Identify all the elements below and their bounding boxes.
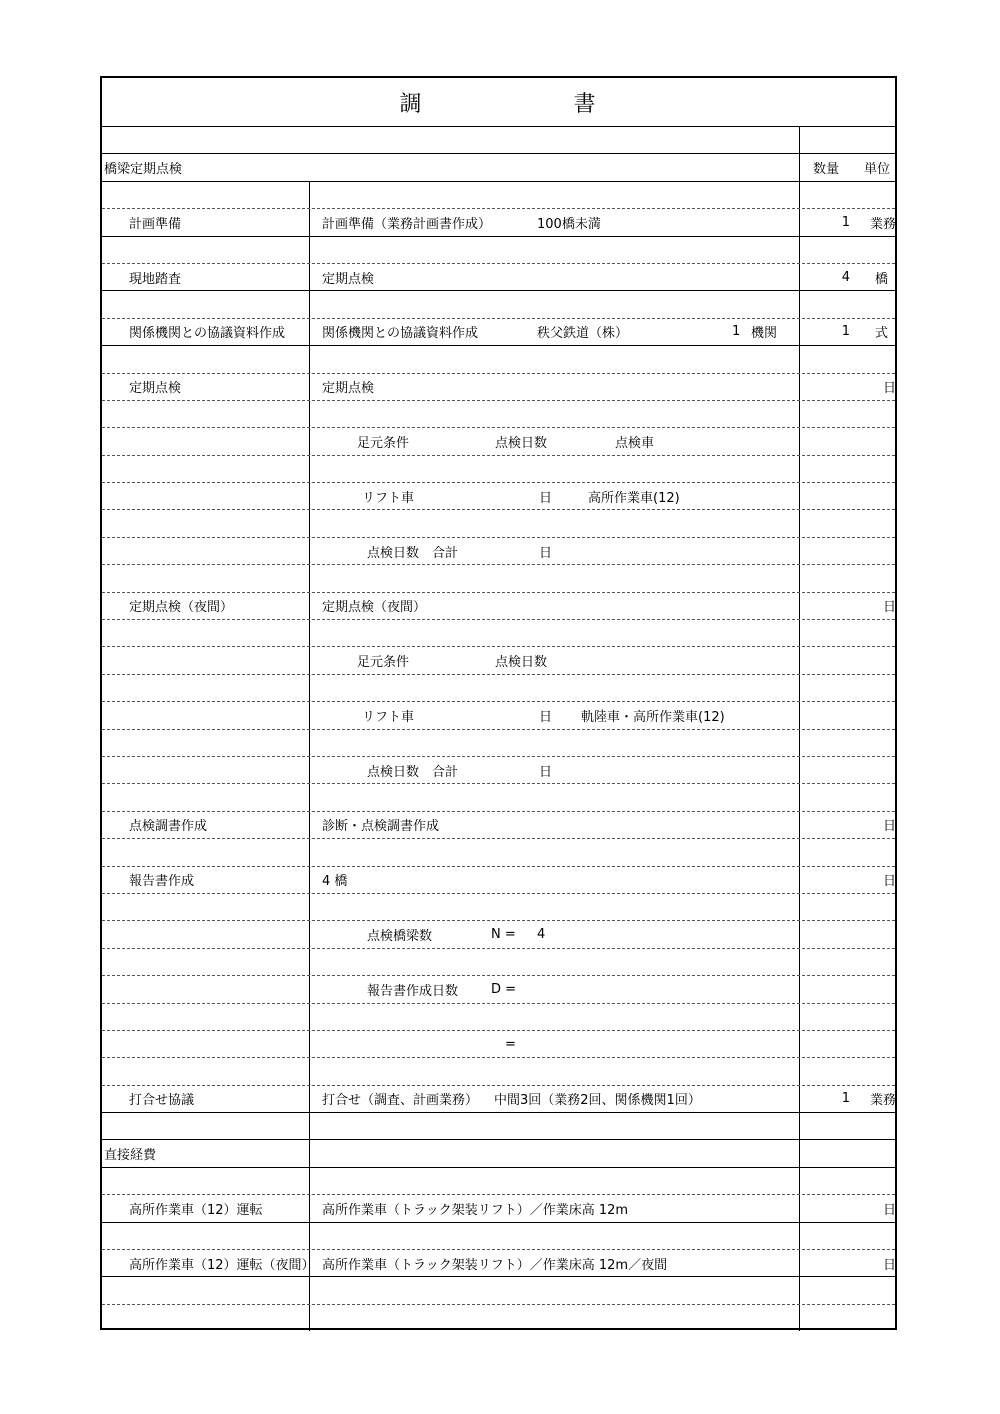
section-label: 直接経費 — [104, 1148, 157, 1164]
table-row — [102, 1140, 895, 1167]
item-desc: 計画準備（業務計画書作成） — [322, 216, 492, 232]
total-label: 点検日数 合計 — [367, 764, 459, 780]
table-row — [102, 510, 895, 537]
item-name: 定期点検 — [129, 381, 182, 397]
table-row — [102, 1305, 895, 1331]
cond-label: 足元条件 — [357, 655, 410, 671]
item-unit: 業務 — [869, 216, 896, 232]
item-qty: 1 — [841, 214, 850, 230]
table-row — [102, 894, 895, 921]
table-row — [102, 428, 895, 455]
total-unit: 日 — [539, 764, 553, 780]
d-label: D = — [491, 981, 517, 997]
days-label: 点検日数 — [495, 435, 548, 451]
item-note: 100橋未満 — [537, 216, 601, 232]
item-unit: 日 — [882, 874, 896, 890]
table-row — [102, 1058, 895, 1085]
vehicle-value: 軌陸車・高所作業車(12) — [581, 709, 725, 725]
table-row — [102, 867, 895, 894]
item-unit: 日 — [882, 381, 896, 397]
table-row — [102, 538, 895, 565]
n-value: 4 — [537, 927, 546, 943]
cond-label: 足元条件 — [357, 435, 410, 451]
table-row — [102, 237, 895, 264]
table-row — [102, 319, 895, 346]
cond-value: リフト車 — [362, 709, 415, 725]
item-name: 報告書作成 — [129, 874, 195, 890]
item-desc: 打合せ（調査、計画業務） — [322, 1093, 479, 1109]
vehicle-value: 高所作業車(12) — [588, 490, 680, 506]
table-row — [102, 976, 895, 1003]
item-unit: 式 — [874, 326, 888, 342]
n-label: N = — [491, 927, 516, 943]
total-unit: 日 — [539, 545, 553, 561]
item-unit: 日 — [882, 600, 896, 616]
cond-value: リフト車 — [362, 490, 415, 506]
table-row — [102, 784, 895, 811]
table-row — [102, 346, 895, 373]
item-unit: 橋 — [874, 271, 888, 287]
table-row — [102, 1168, 895, 1195]
item-name: 高所作業車（12）運転 — [129, 1202, 263, 1218]
table-row — [102, 264, 895, 291]
days-label: 点検日数 — [495, 655, 548, 671]
item-org-qty: 1 — [732, 324, 741, 340]
item-desc: 高所作業車（トラック架装リフト）／作業床高 12m／夜間 — [322, 1257, 668, 1273]
table-row — [102, 702, 895, 729]
table-row — [102, 620, 895, 647]
table-row — [102, 1086, 895, 1113]
header-row — [102, 154, 895, 181]
item-detail: 中間3回（業務2回、関係機関1回） — [494, 1093, 701, 1109]
day-unit: 日 — [539, 709, 553, 725]
table-row — [102, 456, 895, 483]
equals-sign: = — [505, 1036, 516, 1052]
item-unit: 日 — [882, 819, 896, 835]
vehicle-label: 点検車 — [615, 435, 655, 451]
table-row — [102, 675, 895, 702]
table-row — [102, 839, 895, 866]
item-desc: 診断・点検調書作成 — [322, 819, 440, 835]
item-desc: 関係機関との協議資料作成 — [322, 326, 479, 342]
table-row — [102, 812, 895, 839]
item-org: 秩父鉄道（株） — [537, 326, 629, 342]
table-row — [102, 1250, 895, 1277]
table-row — [102, 1195, 895, 1222]
item-qty: 4 — [841, 269, 850, 285]
item-name: 定期点検（夜間） — [129, 600, 234, 616]
table-row — [102, 730, 895, 757]
table-row — [102, 565, 895, 592]
table-row — [102, 291, 895, 318]
item-qty: 1 — [841, 324, 850, 340]
item-name: 打合せ協議 — [129, 1093, 195, 1109]
table-row — [102, 949, 895, 976]
total-label: 点検日数 合計 — [367, 545, 459, 561]
table-row — [102, 757, 895, 784]
item-name: 現地踏査 — [129, 271, 182, 287]
table-row — [102, 182, 895, 209]
item-desc: 定期点検 — [322, 271, 375, 287]
unit-header: 単位 — [864, 162, 891, 178]
table-row — [102, 1113, 895, 1140]
item-unit: 日 — [882, 1202, 896, 1218]
estimate-sheet — [100, 76, 897, 1330]
document-title — [102, 78, 895, 127]
item-unit: 日 — [882, 1257, 896, 1273]
table-row — [102, 1031, 895, 1058]
table-row — [102, 647, 895, 674]
item-desc: 定期点検 — [322, 381, 375, 397]
table-row — [102, 593, 895, 620]
table-row — [102, 1223, 895, 1250]
item-name: 計画準備 — [129, 216, 182, 232]
item-desc: 定期点検（夜間） — [322, 600, 427, 616]
table-row — [102, 483, 895, 510]
table-row — [102, 1277, 895, 1304]
item-name: 関係機関との協議資料作成 — [129, 326, 286, 342]
table-body — [102, 127, 895, 1331]
item-name: 点検調書作成 — [129, 819, 208, 835]
item-desc: 高所作業車（トラック架装リフト）／作業床高 12m — [322, 1202, 629, 1218]
title-char-1: 調 — [399, 91, 424, 117]
table-row — [102, 374, 895, 401]
bridges-label: 点検橋梁数 — [367, 929, 433, 945]
table-row — [102, 1004, 895, 1031]
title-char-2: 書 — [573, 91, 598, 117]
table-row — [102, 921, 895, 948]
item-qty: 1 — [841, 1091, 850, 1107]
days-label: 報告書作成日数 — [367, 983, 459, 999]
section-label: 橋梁定期点検 — [104, 162, 183, 178]
day-unit: 日 — [539, 490, 553, 506]
item-unit: 業務 — [869, 1093, 896, 1109]
table-row — [102, 401, 895, 428]
item-desc: 4 橋 — [322, 874, 348, 890]
qty-header: 数量 — [813, 162, 840, 178]
item-name: 高所作業車（12）運転（夜間） — [129, 1257, 315, 1273]
table-row — [102, 209, 895, 236]
table-row — [102, 127, 895, 154]
item-org-unit: 機関 — [751, 326, 778, 342]
